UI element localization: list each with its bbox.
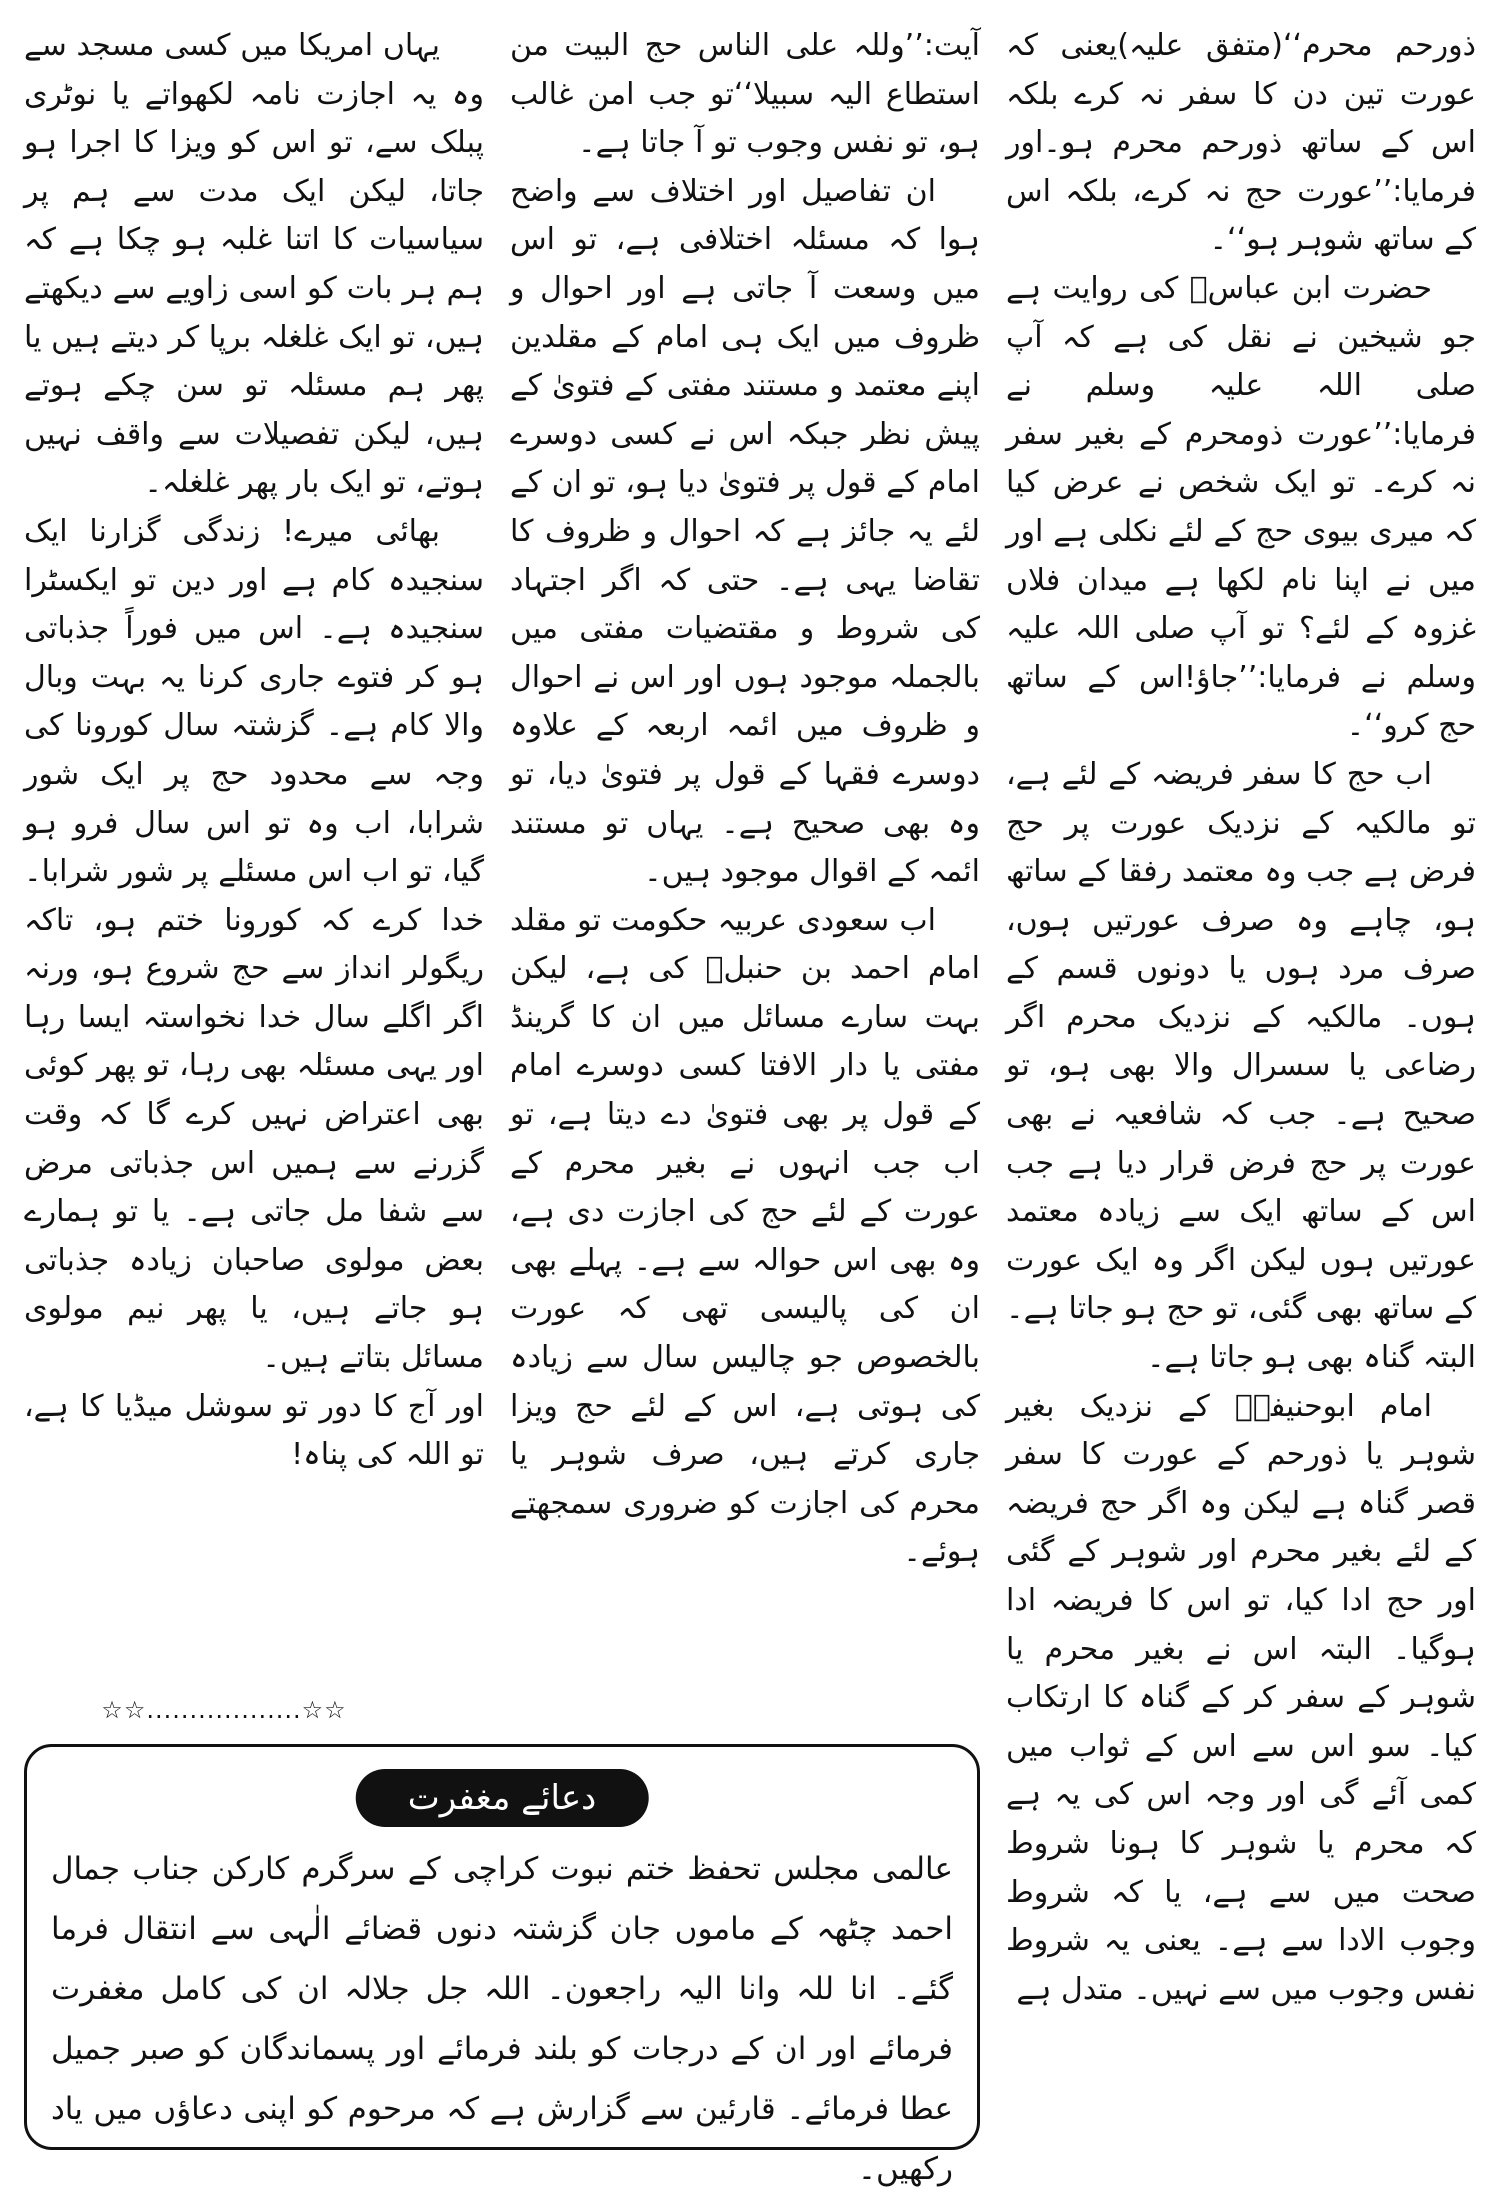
column-middle <box>510 22 980 1742</box>
paragraph: اب سعودی عربیہ حکومت تو مقلد امام احمد بن حنبلؒ کی ہے، لیکن بہت سارے مسائل میں ان کا گرینڈ مفتی یا دار الافتا کسی دوسرے امام کے قول پر بھی فتویٰ دے دیتا ہے، تو اب جب انہوں نے بغیر محرم کے عورت کے لئے حج کی اجازت دی ہے، وہ بھی اس حوالہ سے ہے۔ پہلے بھی ان کی پالیسی تھی کہ عورت بالخصوص جو چالیس سال سے زیادہ کی ہوتی ہے، اس کے لئے حج ویزا جاری کرتے ہیں، صرف شوہر یا محرم کی اجازت کو ضروری سمجھتے ہوئے۔ <box>510 902 980 1570</box>
newspaper-page <box>24 22 1476 2187</box>
paragraph: یہاں امریکا میں کسی مسجد سے وہ یہ اجازت نامہ لکھواتے یا نوٹری پبلک سے، تو اس کو ویزا کا اجرا ہو جاتا، لیکن ایک مدت سے ہم پر سیاسیات کا اتنا غلبہ ہو چکا ہے کہ ہم ہر بات کو اسی زاویے سے دیکھتے ہیں، تو ایک غلغلہ برپا کر دیتے ہیں یا پھر ہم مسئلہ تو سن چکے ہوتے ہیں، لیکن تفصیلات سے واقف نہیں ہوتے، تو ایک بار پھر غلغلہ۔ <box>24 28 484 501</box>
paragraph: آیت:’’وللہ علی الناس حج البیت من استطاع الیہ سبیلا‘‘تو جب امن غالب ہو، تو نفس وجوب تو آ جاتا ہے۔ <box>510 28 980 161</box>
paragraph: امام ابوحنیفہؒ کے نزدیک بغیر شوہر یا ذورحم کے عورت کا سفر قصر گناہ ہے لیکن وہ اگر حج فریضہ کے لئے بغیر محرم اور شوہر کے گئی اور حج ادا کیا، تو اس کا فریضہ ادا ہوگیا۔ البتہ اس نے بغیر محرم یا شوہر کے سفر کر کے گناہ کا ارتکاب کیا۔ سو اس سے اس کے ثواب میں کمی آئے گی اور وجہ اس کی یہ ہے کہ محرم یا شوہر کا ہونا شروط صحت میں سے ہے، یا کہ شروط وجوب الادا سے ہے۔ یعنی یہ شروط نفس وجوب میں سے نہیں۔ متدل ہے <box>1006 1388 1476 2007</box>
paragraph: اور آج کا دور تو سوشل میڈیا کا ہے، تو اللہ کی پناہ! <box>24 1388 484 1473</box>
paragraph: بھائی میرے! زندگی گزارنا ایک سنجیدہ کام ہے اور دین تو ایکسٹرا سنجیدہ ہے۔ اس میں فوراً جذباتی ہو کر فتوے جاری کرنا یہ بہت وبال والا کام ہے۔ گزشتہ سال کورونا کی وجہ سے محدود حج پر ایک شور شرابا، اب وہ تو اس سال فرو ہو گیا، تو اب اس مسئلے پر شور شرابا۔ خدا کرے کہ کورونا ختم ہو، تاکہ ریگولر انداز سے حج شروع ہو، ورنہ اگر اگلے سال خدا نخواستہ ایسا رہا اور یہی مسئلہ بھی رہا، تو پھر کوئی بھی اعتراض نہیں کرے گا کہ وقت گزرنے سے ہمیں اس جذباتی مرض سے شفا مل جاتی ہے۔ یا تو ہمارے بعض مولوی صاحبان زیادہ جذباتی ہو جاتے ہیں، یا پھر نیم مولوی مسائل بتاتے ہیں۔ <box>24 513 484 1376</box>
column-right <box>1006 22 1476 2172</box>
paragraph: ان تفاصیل اور اختلاف سے واضح ہوا کہ مسئلہ اختلافی ہے، تو اس میں وسعت آ جاتی ہے اور احوال و ظروف میں ایک ہی امام کے مقلدین اپنے معتمد و مستند مفتی کے فتویٰ کے پیش نظر جبکہ اس نے کسی دوسرے امام کے قول پر فتویٰ دیا ہو، تو ان کے لئے یہ جائز ہے کہ احوال و ظروف کا تقاضا یہی ہے۔ حتی کہ اگر اجتہاد کی شروط و مقتضیات مفتی میں بالجملہ موجود ہوں اور اس نے احوال و ظروف میں ائمہ اربعہ کے علاوہ دوسرے فقہا کے قول پر فتویٰ دیا، تو وہ بھی صحیح ہے۔ یہاں تو مستند ائمہ کے اقوال موجود ہیں۔ <box>510 173 980 890</box>
dua-heading: دعائے مغفرت <box>356 1769 649 1827</box>
section-separator: ☆☆..................☆☆ <box>101 1696 347 1724</box>
dua-box <box>24 1744 980 2187</box>
dua-text: عالمی مجلس تحفظ ختم نبوت کراچی کے سرگرم کارکن جناب جمال احمد چٹھہ کے ماموں جان گزشتہ دنوں قضائے الٰہی سے انتقال فرما گئے۔ انا للہ وانا الیہ راجعون۔ اللہ جل جلالہ ان کی کامل مغفرت فرمائے اور ان کے درجات کو بلند فرمائے اور پسماندگان کو صبر جمیل عطا فرمائے۔ قارئین سے گزارش ہے کہ مرحوم کو اپنی دعاؤں میں یاد رکھیں۔ <box>51 1851 953 2187</box>
paragraph: اب حج کا سفر فریضہ کے لئے ہے، تو مالکیہ کے نزدیک عورت پر حج فرض ہے جب وہ معتمد رفقا کے ساتھ ہو، چاہے وہ صرف عورتیں ہوں، صرف مرد ہوں یا دونوں قسم کے ہوں۔ مالکیہ کے نزدیک محرم اگر رضاعی یا سسرال والا بھی ہو، تو صحیح ہے۔ جب کہ شافعیہ نے بھی عورت پر حج فرض قرار دیا ہے جب اس کے ساتھ ایک سے زیادہ معتمد عورتیں ہوں لیکن اگر وہ ایک عورت کے ساتھ بھی گئی، تو حج ہو جاتا ہے۔البتہ گناہ بھی ہو جاتا ہے۔ <box>1006 756 1476 1376</box>
paragraph: حضرت ابن عباسؓ کی روایت ہے جو شیخین نے نقل کی ہے کہ آپ صلی اللہ علیہ وسلم نے فرمایا:’’عورت ذومحرم کے بغیر سفر نہ کرے۔ تو ایک شخص نے عرض کیا کہ میری بیوی حج کے لئے نکلی ہے اور میں نے اپنا نام لکھا ہے میدان فلاں غزوہ کے لئے؟ تو آپ صلی اللہ علیہ وسلم نے فرمایا:’’جاؤ!اس کے ساتھ حج کرو‘‘۔ <box>1006 270 1476 744</box>
paragraph: ذورحم محرم‘‘(متفق علیہ)یعنی کہ عورت تین دن کا سفر نہ کرے بلکہ اس کے ساتھ ذورحم محرم ہو۔اور فرمایا:’’عورت حج نہ کرے، بلکہ اس کے ساتھ شوہر ہو‘‘۔ <box>1006 28 1476 258</box>
column-left <box>24 22 484 1702</box>
